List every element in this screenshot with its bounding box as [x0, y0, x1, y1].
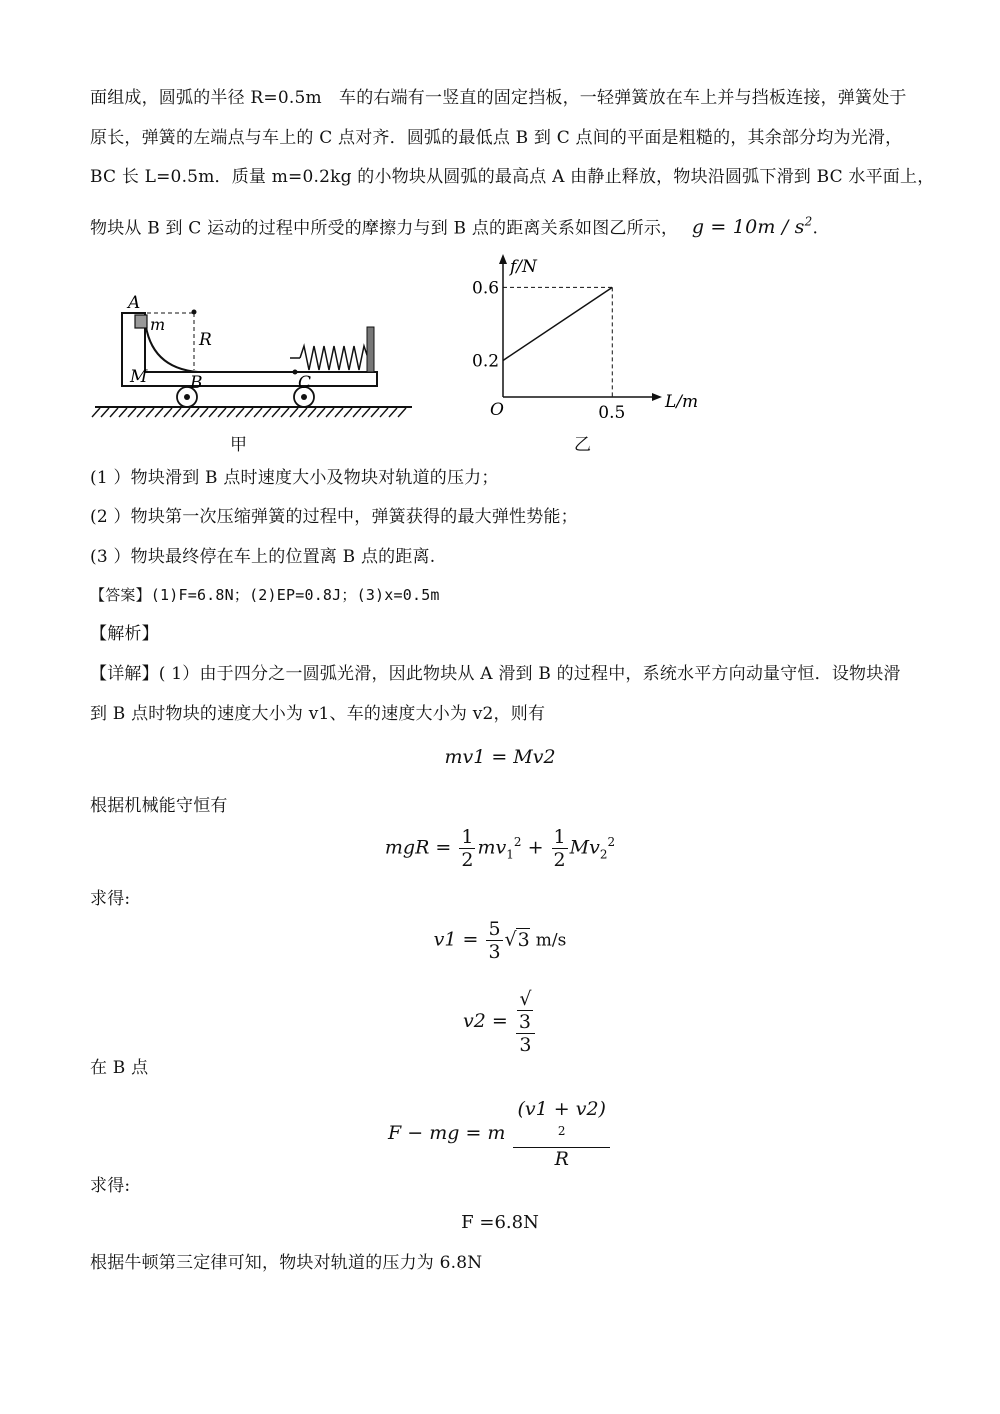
hatch-mark — [371, 408, 379, 417]
hatch-mark — [209, 408, 217, 417]
intro-line-3: BC 长 L=0.5m．质量 m=0.2kg 的小物块从圆弧的最高点 A 由静止释放，物块沿圆弧下滑到 BC 水平面上， — [90, 167, 935, 187]
figure-jia-diagram — [90, 290, 420, 460]
hatch-mark — [254, 408, 262, 417]
half-num-2: 1 — [553, 826, 566, 848]
hatch-mark — [308, 408, 316, 417]
label-a: A — [128, 293, 141, 313]
y-axis-arrow — [499, 254, 507, 264]
origin-label: O — [490, 400, 504, 420]
hatch-mark — [263, 408, 271, 417]
half-den-1: 2 — [461, 849, 474, 871]
hatch-mark — [128, 408, 136, 417]
arc-center-dot — [192, 310, 197, 315]
g-equation — [692, 216, 813, 238]
energy-left: mgR = — [384, 836, 452, 859]
hatch-mark — [236, 408, 244, 417]
hatch-mark — [389, 408, 397, 417]
label-r: R — [199, 330, 212, 350]
v1-unit: m/s — [535, 930, 567, 951]
hatch-mark — [272, 408, 280, 417]
ground-hatch — [92, 408, 406, 417]
hatch-mark — [110, 408, 118, 417]
v2-num: √ 3 — [516, 988, 535, 1034]
answer-line: 【答案】(1)F=6.8N；(2)EP=0.8J；(3)x=0.5m — [90, 586, 440, 604]
intro-line-4-text: 物块从 B 到 C 运动的过程中所受的摩擦力与到 B 点的距离关系如图乙所示， — [90, 218, 679, 239]
solve-text-1: 求得: — [90, 889, 131, 909]
hatch-mark — [299, 408, 307, 417]
mech-energy-text: 根据机械能守恒有 — [90, 796, 228, 816]
figure-jia-caption: 甲 — [230, 435, 247, 455]
hatch-mark — [119, 408, 127, 417]
hatch-mark — [227, 408, 235, 417]
label-m: m — [150, 315, 166, 334]
x-axis-arrow — [652, 393, 662, 401]
tick-x: 0.5 — [598, 403, 626, 423]
series-line — [503, 287, 612, 360]
hatch-mark — [362, 408, 370, 417]
v1-fraction — [486, 918, 502, 963]
force-num: (v1 + v2) $^2$ — [513, 1098, 609, 1148]
hatch-mark — [200, 408, 208, 417]
hatch-mark — [326, 408, 334, 417]
force-fraction — [513, 1098, 609, 1170]
hatch-mark — [191, 408, 199, 417]
intro-line-2: 原长，弹簧的左端点与车上的 C 点对齐．圆弧的最低点 B 到 C 点间的平面是粗糙的，其余部分均为光滑， — [90, 128, 903, 148]
force-result: F =6.8N — [461, 1212, 539, 1233]
force-den: R — [554, 1148, 569, 1171]
tick-y-high: 0.6 — [472, 278, 500, 299]
point-c-dot — [293, 370, 298, 375]
wheel-right-hub — [301, 394, 307, 400]
half-fraction-1 — [459, 826, 475, 871]
hatch-mark — [101, 408, 109, 417]
question-1: (1 ）物块滑到 B 点时速度大小及物块对轨道的压力； — [90, 468, 499, 488]
hatch-mark — [245, 408, 253, 417]
question-2: (2 ）物块第一次压缩弹簧的过程中，弹簧获得的最大弹性势能； — [90, 507, 578, 527]
intro-line-4 — [90, 210, 920, 240]
v1-den: 3 — [488, 941, 501, 963]
figure-yi-caption: 乙 — [574, 435, 591, 455]
hatch-mark — [335, 408, 343, 417]
g-eq-exp: 2 — [804, 215, 813, 229]
wheel-left-hub — [184, 394, 190, 400]
hatch-mark — [155, 408, 163, 417]
v2-den: 3 — [519, 1034, 532, 1056]
hatch-mark — [317, 408, 325, 417]
hatch-mark — [218, 408, 226, 417]
equation-v2 — [0, 988, 1000, 1056]
force-num-text: (v1 + v2) — [517, 1098, 606, 1120]
baffle — [367, 327, 374, 372]
x-axis-label: L/m — [665, 392, 699, 412]
hatch-mark — [92, 408, 100, 417]
y-axis-label: f/N — [510, 257, 537, 277]
analysis-title: 【解析】 — [90, 624, 159, 644]
equation-v1: v1 = $\frac{5}{3}$ √3 m/s — [433, 918, 567, 963]
spring — [300, 346, 368, 370]
hatch-mark — [344, 408, 352, 417]
tick-y-low: 0.2 — [472, 351, 500, 372]
label-b: B — [190, 373, 203, 393]
label-c: C — [298, 373, 312, 393]
hatch-mark — [290, 408, 298, 417]
equation-energy: mgR = $\frac{1}{2}$ $mv_1^2$ + $\frac{1}{2}$ $Mv_2^2$ — [384, 826, 616, 871]
hatch-mark — [173, 408, 181, 417]
hatch-mark — [146, 408, 154, 417]
at-b-text: 在 B 点 — [90, 1058, 149, 1078]
v2-fraction — [516, 988, 535, 1056]
equation-force — [0, 1098, 1000, 1170]
figure-yi-chart — [460, 250, 700, 430]
question-3: (3 ）物块最终停在车上的位置离 B 点的距离. — [90, 547, 436, 567]
force-left: F − mg = m — [388, 1122, 506, 1145]
hatch-mark — [137, 408, 145, 417]
hatch-mark — [353, 408, 361, 417]
label-big-m: M — [130, 367, 148, 387]
v2-root: 3 — [518, 1011, 531, 1033]
g-eq-end: . — [812, 218, 819, 239]
intro-line-1: 面组成，圆弧的半径 R=0.5m 车的右端有一竖直的固定挡板，一轻弹簧放在车上并与挡板连接，弹簧处于 — [90, 88, 907, 108]
v1-root: 3 — [517, 928, 530, 951]
g-eq-text: g = 10m / s — [691, 216, 805, 239]
hatch-mark — [380, 408, 388, 417]
half-fraction-2 — [552, 826, 568, 871]
hatch-mark — [281, 408, 289, 417]
detail-line-2: 到 B 点时物块的速度大小为 v1、车的速度大小为 v2，则有 — [90, 704, 546, 724]
block-m — [135, 315, 147, 328]
half-den-2: 2 — [553, 849, 566, 871]
hatch-mark — [182, 408, 190, 417]
v2-left: v2 = — [463, 1010, 508, 1032]
detail-line-1: 【详解】( 1）由于四分之一圆弧光滑，因此物块从 A 滑到 B 的过程中，系统水平方向动量守恒．设物块滑 — [90, 664, 901, 684]
hatch-mark — [164, 408, 172, 417]
v1-num: 5 — [488, 918, 501, 940]
half-num-1: 1 — [461, 826, 474, 848]
equation-momentum: mv1 = Mv2 — [444, 746, 556, 768]
hatch-mark — [398, 408, 406, 417]
v1-left: v1 = — [433, 928, 479, 951]
solve-text-2: 求得: — [90, 1176, 131, 1196]
newton-text: 根据牛顿第三定律可知，物块对轨道的压力为 6.8N — [90, 1253, 483, 1273]
